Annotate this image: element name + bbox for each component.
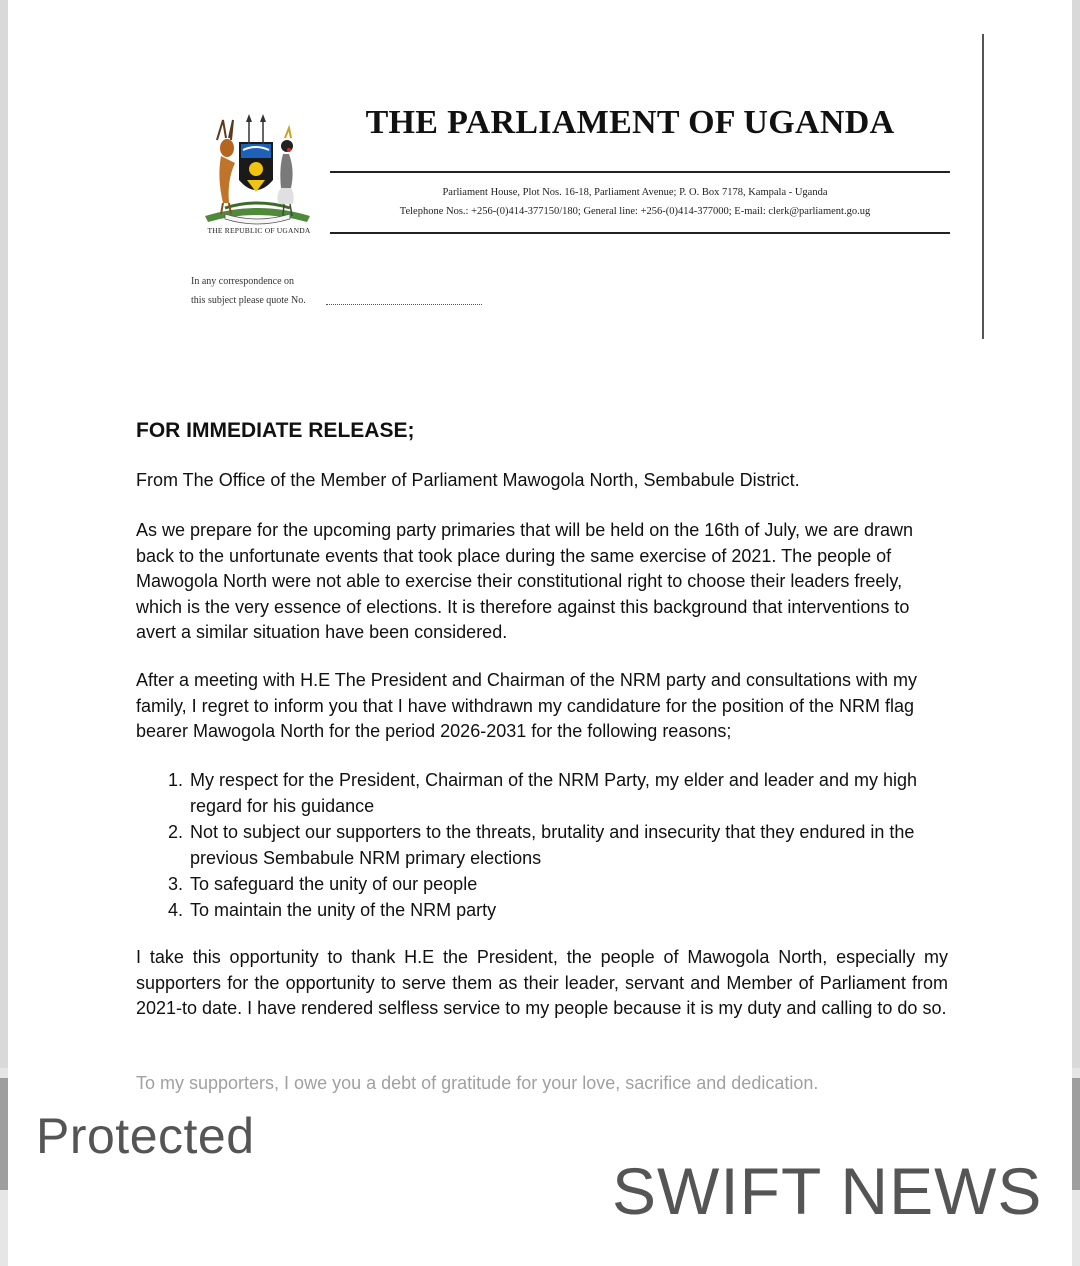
list-item-text: My respect for the President, Chairman of the NRM Party, my elder and leader and my high regard for his guidance — [190, 770, 917, 816]
crest-caption: THE REPUBLIC OF UGANDA — [207, 226, 311, 235]
list-item-number: 1. — [168, 770, 184, 790]
list-item-text: Not to subject our supporters to the threats, brutality and insecurity that they endured in the previous Sembabule NRM primary elections — [190, 822, 915, 868]
list-item-number: 4. — [168, 900, 184, 920]
letterhead-title: THE PARLIAMENT OF UGANDA — [365, 104, 895, 141]
reference-number-blank — [326, 304, 482, 305]
reasons-list — [168, 767, 958, 923]
protected-watermark: Protected — [36, 1108, 255, 1164]
list-item-text: To maintain the unity of the NRM party — [190, 900, 497, 920]
paragraph-withdrawal: After a meeting with H.E The President and Chairman of the NRM party and consultations with my family, I regret to inform you that I have withdrawn my candidature for the position of the NRM flag bearer Mawogola North for the period 2026-2031 for the following reasons; — [136, 670, 918, 741]
brand-watermark: SWIFT NEWS — [612, 1154, 1043, 1228]
frame-bar-left — [0, 1078, 8, 1190]
paragraph-thanks: I take this opportunity to thank H.E the President, the people of Mawogola North, especially my supporters for the opportunity to serve them as their leader, servant and Member of Parliament from 2021-to date. I have rendered selfless service to my people because it is my duty and calling to do so. — [136, 947, 948, 1018]
letterhead-contacts: Telephone Nos.: +256-(0)414-377150/180; General line: +256-(0)414-377000; E-mail: clerk@parliament.go.ug — [399, 206, 871, 217]
paragraph-gratitude: To my supporters, I owe you a debt of gratitude for your love, sacrifice and dedication. — [136, 1073, 819, 1093]
reference-note-line1: In any correspondence on — [191, 276, 295, 287]
list-item-number: 2. — [168, 822, 184, 842]
reference-note-line2: this subject please quote No. — [191, 295, 306, 306]
list-item-text: To safeguard the unity of our people — [190, 874, 478, 894]
coat-of-arms-icon — [195, 108, 320, 228]
letterhead-rule-bottom — [330, 232, 950, 234]
list-item — [168, 767, 958, 819]
paragraph-background: As we prepare for the upcoming party primaries that will be held on the 16th of July, we are drawn back to the unfortunate events that took place during the same exercise of 2021. The people of Mawogola North were not able to exercise their constitutional right to choose their leaders freely, which is the very essence of elections. It is therefore against this background that interventions to avert a similar situation have been considered. — [136, 520, 914, 642]
release-heading: FOR IMMEDIATE RELEASE; — [136, 419, 415, 442]
from-line: From The Office of the Member of Parliament Mawogola North, Sembabule District. — [136, 470, 800, 490]
list-item-number: 3. — [168, 874, 184, 894]
list-item — [168, 897, 958, 923]
letterhead-address: Parliament House, Plot Nos. 16-18, Parliament Avenue; P. O. Box 7178, Kampala - Uganda — [442, 187, 828, 198]
list-item — [168, 819, 958, 871]
page-edge-divider — [982, 34, 984, 339]
frame-bar-right — [1072, 1078, 1080, 1190]
list-item — [168, 871, 958, 897]
letterhead-rule-top — [330, 171, 950, 173]
